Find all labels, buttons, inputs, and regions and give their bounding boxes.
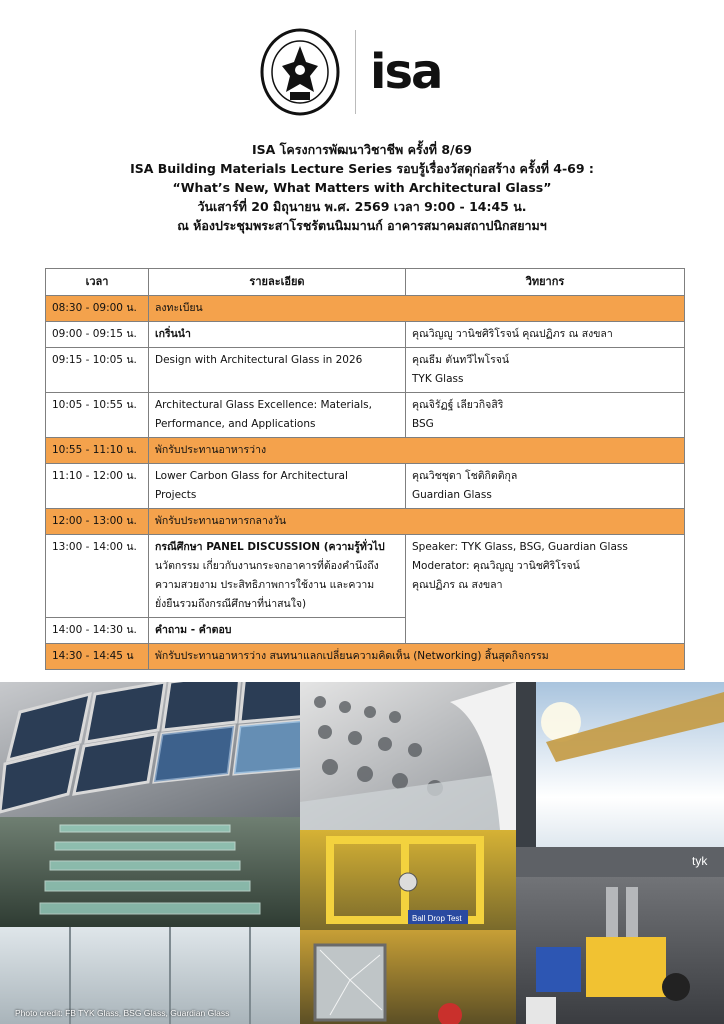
row-time: 11:10 - 12:00 น. [46, 464, 149, 509]
row-time: 13:00 - 14:00 น. [46, 535, 149, 618]
table-row [46, 322, 685, 348]
row-time: 09:15 - 10:05 น. [46, 348, 149, 393]
svg-text:isa: isa [370, 50, 442, 96]
photo-credit: Photo credit: FB TYK Glass, BSG Glass, Guardian Glass [15, 1008, 230, 1018]
table-row [46, 644, 685, 670]
row-time: 08:30 - 09:00 น. [46, 296, 149, 322]
table-row [46, 348, 685, 393]
row-time: 14:30 - 14:45 น [46, 644, 149, 670]
speaker-name: คุณธีม ตันทวีไพโรจน์ [412, 354, 510, 366]
row-detail [149, 393, 406, 438]
glass-rollers-photo [300, 682, 516, 830]
row-detail: พักรับประทานอาหารว่าง [149, 438, 685, 464]
row-detail: เกริ่นนำ [149, 322, 406, 348]
isa-logo [370, 50, 470, 100]
schedule-table [45, 268, 685, 670]
speaker-company: Guardian Glass [412, 489, 492, 501]
ball-drop-label: Ball Drop Test [412, 914, 462, 923]
header-line-date: วันเสาร์ที่ 20 มิถุนายน พ.ศ. 2569 เวลา 9:00 - 14:45 น. [197, 199, 527, 214]
row-detail: ลงทะเบียน [149, 296, 685, 322]
logo-bar [0, 28, 724, 116]
row-detail: พักรับประทานอาหารกลางวัน [149, 509, 685, 535]
row-speaker [406, 464, 685, 509]
table-row [46, 535, 685, 618]
header-line-venue: ณ ห้องประชุมพระสาโรชรัตนนิมมานก์ อาคารสมาคมสถาปนิกสยามฯ [177, 218, 547, 233]
test-rig-photo [300, 830, 516, 930]
row-detail: Design with Architectural Glass in 2026 [149, 348, 406, 393]
event-header [0, 140, 724, 235]
shattered-glass-photo [300, 930, 516, 1024]
row-time: 12:00 - 13:00 น. [46, 509, 149, 535]
logo-divider [355, 30, 356, 114]
table-row [46, 438, 685, 464]
row-speaker [406, 348, 685, 393]
skylight-photo [0, 682, 300, 817]
header-line-topic: “What’s New, What Matters with Architectural Glass” [172, 180, 552, 195]
table-header-row [46, 269, 685, 296]
row-time: 10:55 - 11:10 น. [46, 438, 149, 464]
detail-line: ความสวยงาม ประสิทธิภาพการใช้งาน และความ [155, 579, 375, 591]
header-speaker: วิทยากร [406, 269, 685, 296]
detail-line: ยั่งยืนรวมถึงกรณีศึกษาที่น่าสนใจ) [155, 598, 307, 610]
panel-moderator-2: คุณปฏิภร ณ สงขลา [412, 579, 503, 591]
glass-stairs-photo [0, 817, 300, 927]
detail-line: Performance, and Applications [155, 418, 316, 430]
row-speaker [406, 535, 685, 644]
header-detail: รายละเอียด [149, 269, 406, 296]
row-time: 14:00 - 14:30 น. [46, 618, 149, 644]
header-line-series: ISA Building Materials Lecture Series รอบรู้เรื่องวัสดุก่อสร้าง ครั้งที่ 4-69 : [130, 161, 594, 176]
table-row [46, 296, 685, 322]
detail-line: กรณีศึกษา PANEL DISCUSSION (ความรู้ทั่วไป [155, 541, 385, 553]
row-detail: พักรับประทานอาหารว่าง สนทนาแลกเปลี่ยนความคิดเห็น (Networking) สิ้นสุดกิจกรรม [149, 644, 685, 670]
row-detail: คำถาม - คำตอบ [149, 618, 406, 644]
row-speaker: คุณวิญญู วานิชศิริโรจน์ คุณปฏิภร ณ สงขลา [406, 322, 685, 348]
row-time: 09:00 - 09:15 น. [46, 322, 149, 348]
header-line-program: ISA โครงการพัฒนาวิชาชีพ ครั้งที่ 8/69 [252, 142, 472, 157]
factory-robot-photo [516, 847, 724, 1024]
speaker-name: คุณวิชชุดา โชติกิตติกุล [412, 470, 518, 482]
detail-line: Projects [155, 489, 197, 501]
photo-collage [0, 682, 724, 1024]
asa-seal-logo [260, 28, 340, 116]
tyk-watermark: tyk [692, 854, 708, 868]
speaker-name: คุณจิรัฏฐ์ เลียวกิจสิริ [412, 399, 504, 411]
detail-line: นวัตกรรม เกี่ยวกับงานกระจกอาคารที่ต้องคำนึงถึง [155, 560, 379, 572]
row-speaker [406, 393, 685, 438]
table-row [46, 393, 685, 438]
table-row [46, 464, 685, 509]
detail-line: Architectural Glass Excellence: Materials, [155, 399, 372, 411]
sky-glass-photo [516, 682, 724, 847]
row-detail [149, 464, 406, 509]
row-detail [149, 535, 406, 618]
panel-speakers: Speaker: TYK Glass, BSG, Guardian Glass [412, 541, 628, 553]
detail-line: Lower Carbon Glass for Architectural [155, 470, 348, 482]
panel-moderator: Moderator: คุณวิญญู วานิชศิริโรจน์ [412, 560, 580, 572]
speaker-company: TYK Glass [412, 373, 464, 385]
header-time: เวลา [46, 269, 149, 296]
speaker-company: BSG [412, 418, 434, 430]
row-time: 10:05 - 10:55 น. [46, 393, 149, 438]
table-row [46, 509, 685, 535]
